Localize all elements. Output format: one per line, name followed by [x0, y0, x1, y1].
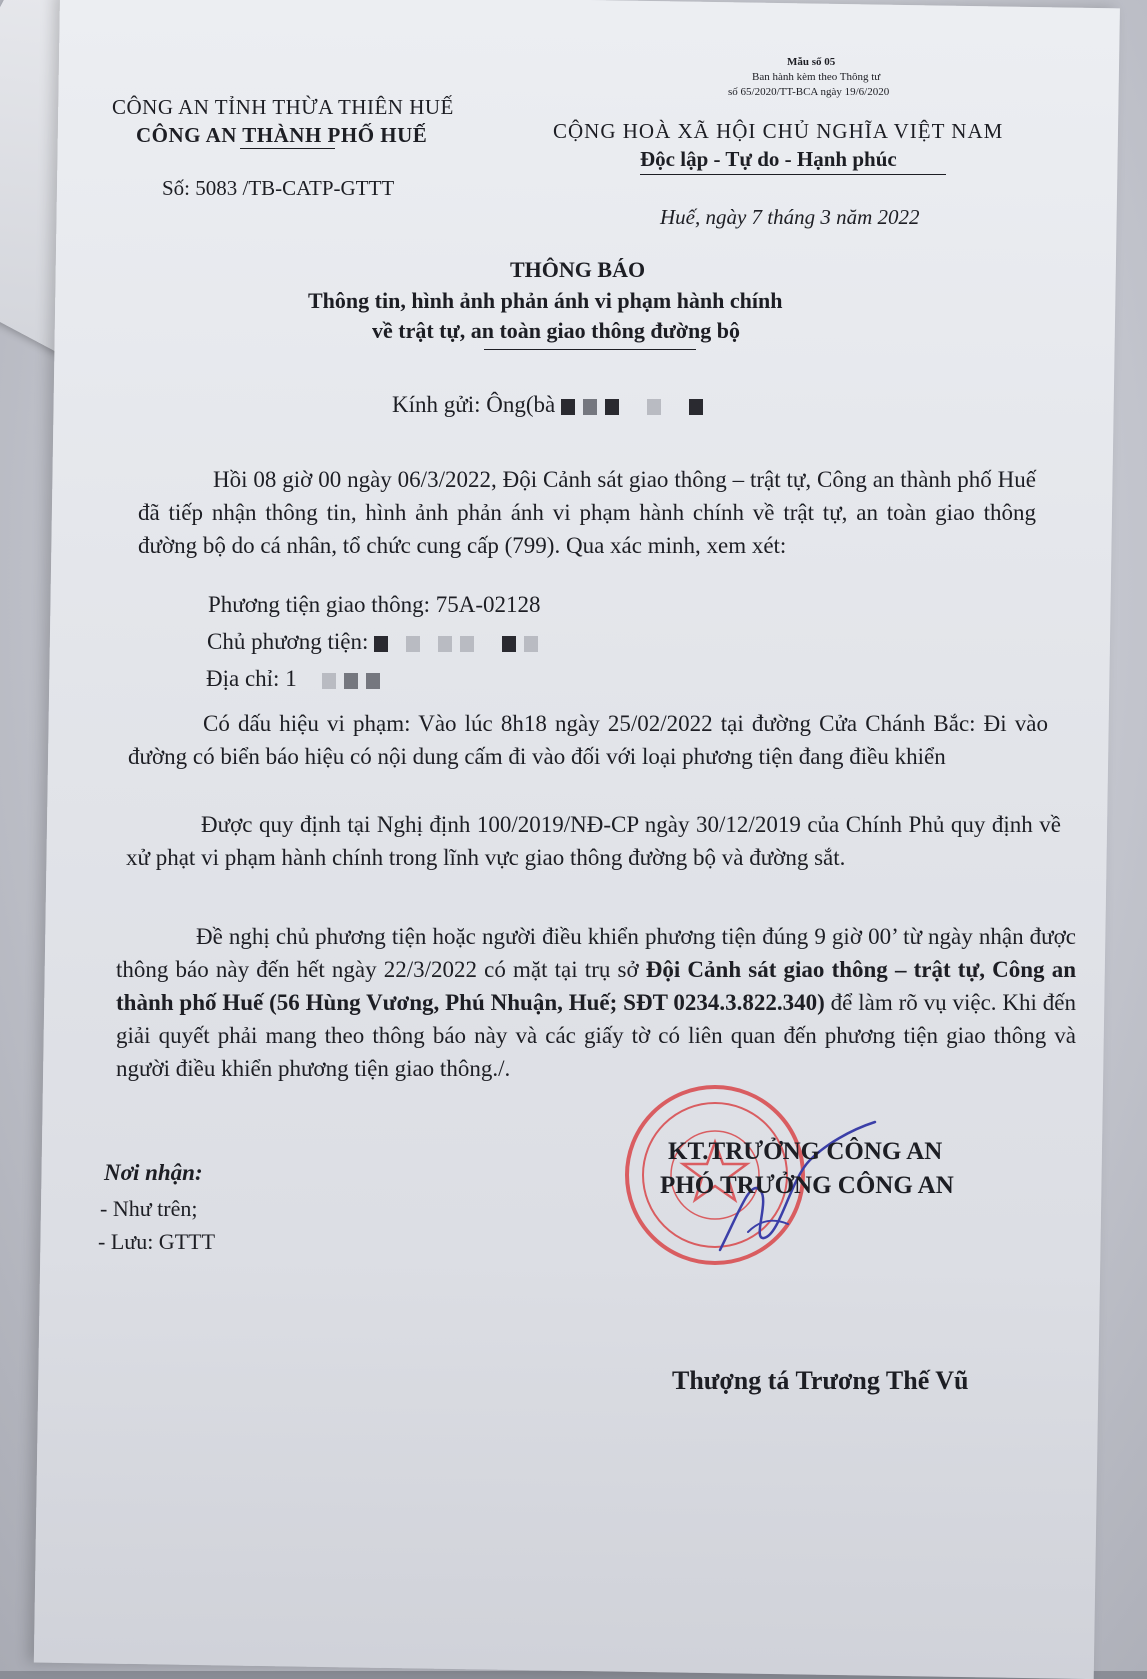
redaction: [583, 399, 597, 415]
redaction: [344, 673, 358, 689]
motto-underline: [640, 174, 946, 175]
recipient-line: Kính gửi: Ông(bà: [392, 392, 711, 418]
agency-city: CÔNG AN THÀNH PHỐ HUẾ: [136, 123, 428, 147]
redaction: [406, 636, 420, 652]
redaction: [322, 673, 336, 689]
signer-name: Thượng tá Trương Thế Vũ: [672, 1366, 969, 1395]
owner-address: Địa chỉ: 1: [206, 666, 388, 692]
redaction: [524, 636, 538, 652]
redaction: [647, 399, 661, 415]
vehicle-owner: Chủ phương tiện:: [207, 629, 546, 655]
form-issued-line-1: Ban hành kèm theo Thông tư: [752, 71, 881, 83]
redaction: [460, 636, 474, 652]
vehicle-plate: Phương tiện giao thông: 75A-02128: [208, 592, 541, 617]
recipient-item-2: - Lưu: GTTT: [98, 1229, 216, 1254]
office-address: Đội Cảnh sát giao thông – trật tự, Công an thành phố Huế (56 Hùng Vương, Phú Nhuận, Huế; SĐT 0234.3.822.340): [116, 957, 1076, 1015]
redaction: [561, 399, 575, 415]
agency-underline: [240, 148, 335, 149]
recipient-item-1: - Như trên;: [100, 1196, 198, 1221]
redaction: [502, 636, 516, 652]
redaction: [605, 399, 619, 415]
title-underline: [484, 349, 696, 350]
document-number: Số: 5083 /TB-CATP-GTTT: [162, 176, 395, 200]
paragraph-violation: Có dấu hiệu vi phạm: Vào lúc 8h18 ngày 25/02/2022 tại đường Cửa Chánh Bắc: Đi vào đường có biển báo hiệu có nội dung cấm đi vào đối với loại phương tiện đang điều khiển: [128, 711, 1048, 769]
signature-title-1: KT.TRƯỞNG CÔNG AN: [668, 1138, 943, 1165]
document-title: THÔNG BÁO: [510, 257, 646, 282]
issue-date: Huế, ngày 7 tháng 3 năm 2022: [660, 205, 920, 229]
redaction: [366, 673, 380, 689]
signature-title-2: PHÓ TRƯỞNG CÔNG AN: [660, 1172, 954, 1199]
national-motto: Độc lập - Tự do - Hạnh phúc: [640, 147, 897, 171]
paragraph-request: Đề nghị chủ phương tiện hoặc người điều khiển phương tiện đúng 9 giờ 00’ từ ngày nhận được thông báo này đến hết ngày 22/3/2022 có mặt tại trụ sở Đội Cảnh sát giao thông – trật tự, Công an thành phố Huế (56 Hùng Vương, Phú Nhuận, Huế; SĐT 0234.3.822.340) để làm rõ vụ việc. Khi đến giải quyết phải mang theo thông báo này và các giấy tờ có liên quan đến phương tiện giao thông và người điều khiển phương tiện giao thông./.: [116, 924, 1076, 1081]
redaction: [374, 636, 388, 652]
paragraph-regulation: Được quy định tại Nghị định 100/2019/NĐ-CP ngày 30/12/2019 của Chính Phủ quy định về xử phạt vi phạm hành chính trong lĩnh vực giao thông đường bộ và đường sắt.: [126, 812, 1061, 870]
recipients-label: Nơi nhận:: [104, 1160, 203, 1185]
document-subtitle-2: về trật tự, an toàn giao thông đường bộ: [372, 318, 741, 343]
nation-title: CỘNG HOÀ XÃ HỘI CHỦ NGHĨA VIỆT NAM: [553, 119, 1004, 143]
redaction: [438, 636, 452, 652]
form-issued-line-2: số 65/2020/TT-BCA ngày 19/6/2020: [728, 86, 890, 98]
document-subtitle-1: Thông tin, hình ảnh phản ánh vi phạm hành chính: [308, 288, 783, 313]
redaction: [689, 399, 703, 415]
paragraph-intro: Hồi 08 giờ 00 ngày 06/3/2022, Đội Cảnh sát giao thông – trật tự, Công an thành phố Huế đã tiếp nhận thông tin, hình ảnh phản ánh vi phạm hành chính về trật tự, an toàn giao thông đường bộ do cá nhân, tổ chức cung cấp (799). Qua xác minh, xem xét:: [138, 467, 1036, 558]
agency-province: CÔNG AN TỈNH THỪA THIÊN HUẾ: [112, 95, 454, 119]
form-number: Mẫu số 05: [787, 56, 836, 68]
